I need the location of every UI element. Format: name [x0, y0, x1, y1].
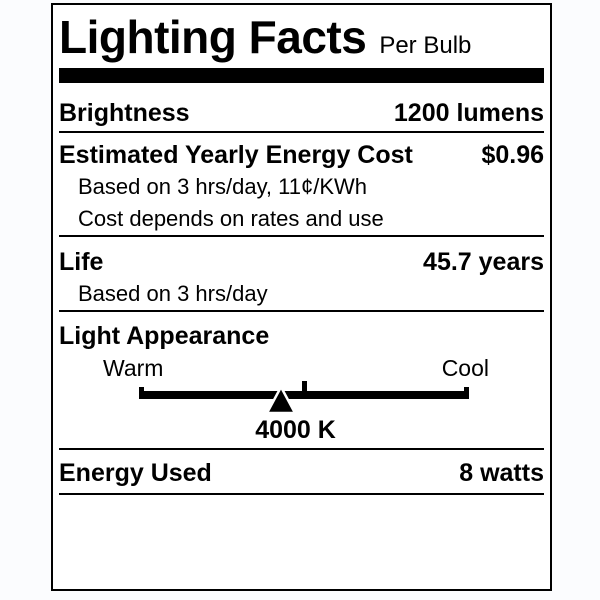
- scale-bar: [139, 391, 469, 399]
- lighting-facts-label: [51, 3, 552, 591]
- scale-tick-center: [302, 381, 307, 391]
- energy-cost-label: Estimated Yearly Energy Cost: [59, 140, 413, 169]
- energy-used-row: [59, 450, 544, 495]
- energy-cost-row: [59, 139, 544, 171]
- color-temp-scale: [59, 384, 544, 414]
- life-section: [59, 237, 544, 312]
- energy-used-value: 8 watts: [459, 458, 544, 487]
- light-appearance-section: [59, 312, 544, 450]
- per-bulb-label: Per Bulb: [379, 32, 472, 59]
- label-header: [59, 5, 544, 64]
- energy-cost-section: [59, 133, 544, 237]
- life-row: [59, 246, 544, 278]
- brightness-row: [59, 83, 544, 133]
- energy-cost-value: $0.96: [481, 140, 544, 169]
- scale-tick-right: [464, 387, 469, 399]
- light-appearance-label: Light Appearance: [59, 321, 270, 350]
- energy-used-label: Energy Used: [59, 458, 212, 487]
- warm-label: Warm: [103, 354, 164, 381]
- cool-label: Cool: [441, 354, 489, 381]
- title-separator-bar: [59, 68, 544, 83]
- energy-cost-note-rate: Based on 3 hrs/day, 11¢/KWh: [78, 173, 368, 199]
- scale-tick-left: [139, 387, 144, 399]
- energy-cost-note-disclaimer: Cost depends on rates and use: [78, 205, 384, 231]
- warm-cool-row: [59, 352, 544, 384]
- brightness-label: Brightness: [59, 98, 190, 127]
- color-temp-marker-icon: [266, 386, 296, 414]
- color-temp-value: 4000 K: [255, 415, 336, 444]
- brightness-value: 1200 lumens: [393, 98, 544, 127]
- page-title: Lighting Facts: [59, 11, 367, 63]
- life-value: 45.7 years: [423, 247, 544, 276]
- life-note: Based on 3 hrs/day: [78, 280, 268, 306]
- life-label: Life: [59, 247, 104, 276]
